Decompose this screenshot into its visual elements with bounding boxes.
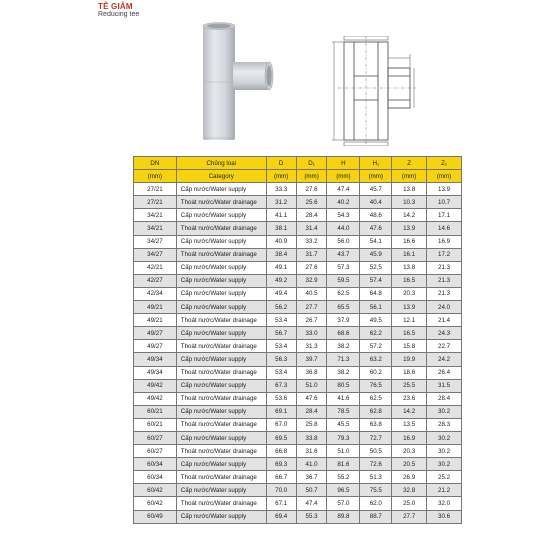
dimension-cell: 16.5 [392,327,427,340]
header-row-names [134,157,462,170]
dimension-cell: 31.3 [296,340,327,353]
table-row [134,274,462,287]
column-header: D [266,157,296,170]
table-row [134,418,462,431]
category-cell: Thoát nước/Water drainage [176,392,266,405]
dn-cell: 60/21 [134,405,177,418]
dimension-cell: 41.6 [327,392,360,405]
column-header: D₁ [296,157,327,170]
dimension-cell: 47.4 [327,183,360,196]
dimension-cell: 12.1 [392,314,427,327]
reducing-tee-photo [195,18,285,148]
dimension-cell: 72.7 [360,431,392,444]
category-cell: Cấp nước/Water supply [176,261,266,274]
column-header: Z₁ [427,157,462,170]
table-row [134,510,462,523]
category-cell: Thoát nước/Water drainage [176,314,266,327]
dimension-cell: 50.5 [360,445,392,458]
category-cell: Cấp nước/Water supply [176,327,266,340]
dimension-cell: 25.2 [427,471,462,484]
dimension-cell: 57.3 [327,261,360,274]
category-cell: Thoát nước/Water drainage [176,196,266,209]
dimension-cell: 75.5 [360,484,392,497]
dimension-cell: 71.3 [327,353,360,366]
dn-cell: 49/27 [134,340,177,353]
dimension-cell: 43.7 [327,248,360,261]
dimension-cell: 70.0 [266,484,296,497]
dimension-cell: 25.8 [296,418,327,431]
dimension-cell: 21.3 [427,287,462,300]
dimension-cell: 10.3 [392,196,427,209]
dimension-cell: 38.4 [266,248,296,261]
dimension-cell: 21.3 [427,274,462,287]
category-cell: Thoát nước/Water drainage [176,222,266,235]
dimension-cell: 38.2 [327,340,360,353]
dimension-cell: 44.0 [327,222,360,235]
dimension-cell: 40.4 [360,196,392,209]
dimension-cell: 45.5 [327,418,360,431]
dimension-cell: 25.0 [392,497,427,510]
dimension-cell: 66.8 [266,445,296,458]
table-row [134,445,462,458]
dimension-cell: 40.5 [296,287,327,300]
dimension-cell: 56.2 [266,301,296,314]
category-cell: Cấp nước/Water supply [176,301,266,314]
dn-cell: 49/34 [134,353,177,366]
table-row [134,340,462,353]
table-row [134,379,462,392]
dimension-cell: 13.9 [392,222,427,235]
dimension-cell: 13.8 [392,261,427,274]
dn-cell: 60/42 [134,484,177,497]
dimension-cell: 13.9 [392,301,427,314]
column-unit: (mm) [327,170,360,183]
dimension-cell: 21.2 [427,484,462,497]
dimension-cell: 67.0 [266,418,296,431]
dimension-cell: 45.9 [360,248,392,261]
dn-cell: 49/21 [134,301,177,314]
dimension-cell: 39.7 [296,353,327,366]
product-title: TÊ GIẢM [98,2,133,11]
header-row-units [134,170,462,183]
category-cell: Thoát nước/Water drainage [176,340,266,353]
dn-cell: 49/42 [134,379,177,392]
column-unit: (mm) [392,170,427,183]
dimension-cell: 88.7 [360,510,392,523]
dimension-cell: 55.3 [296,510,327,523]
dimension-cell: 56.7 [266,327,296,340]
dimension-cell: 49.4 [266,287,296,300]
dimension-cell: 56.3 [266,353,296,366]
dimension-cell: 49.2 [266,274,296,287]
dimension-cell: 68.6 [327,327,360,340]
category-cell: Cấp nước/Water supply [176,353,266,366]
dimension-cell: 19.9 [392,353,427,366]
dn-cell: 34/21 [134,222,177,235]
dimension-cell: 26.4 [427,366,462,379]
dimension-cell: 36.8 [296,366,327,379]
dimension-cell: 15.8 [392,340,427,353]
dimension-cell: 33.0 [296,327,327,340]
column-unit: (mm) [427,170,462,183]
dimension-cell: 64.8 [360,287,392,300]
dimension-cell: 40.2 [327,196,360,209]
category-cell: Cấp nước/Water supply [176,458,266,471]
dimension-cell: 32.0 [427,497,462,510]
table-row [134,353,462,366]
table-row [134,183,462,196]
dimension-cell: 72.6 [360,458,392,471]
dimension-cell: 37.9 [327,314,360,327]
dimension-cell: 67.3 [266,379,296,392]
dimension-cell: 32.9 [296,274,327,287]
dimension-cell: 31.7 [296,248,327,261]
dimension-cell: 16.9 [392,431,427,444]
dimension-cell: 52.5 [360,261,392,274]
dn-cell: 34/21 [134,209,177,222]
category-cell: Thoát nước/Water drainage [176,497,266,510]
dimension-cell: 55.2 [327,471,360,484]
category-cell: Thoát nước/Water drainage [176,248,266,261]
dn-cell: 60/42 [134,497,177,510]
dimension-cell: 32.8 [392,484,427,497]
dimension-cell: 13.8 [392,183,427,196]
dimension-cell: 31.6 [296,445,327,458]
dimension-cell: 17.2 [427,248,462,261]
dimension-cell: 13.9 [427,183,462,196]
dimension-cell: 47.6 [296,392,327,405]
table-row [134,261,462,274]
category-cell: Cấp nước/Water supply [176,209,266,222]
dimension-cell: 30.6 [427,510,462,523]
dimension-cell: 47.6 [360,222,392,235]
category-cell: Thoát nước/Water drainage [176,366,266,379]
dimension-cell: 16.6 [392,235,427,248]
dimension-cell: 57.0 [327,497,360,510]
dimension-cell: 30.2 [427,445,462,458]
table-row [134,314,462,327]
dimension-cell: 78.5 [327,405,360,418]
dimension-cell: 28.3 [427,418,462,431]
dimension-cell: 38.2 [327,366,360,379]
category-cell: Cấp nước/Water supply [176,235,266,248]
dimension-cell: 24.3 [427,327,462,340]
dimension-cell: 27.6 [296,261,327,274]
dimension-cell: 33.8 [296,431,327,444]
table-row [134,248,462,261]
dimension-cell: 30.2 [427,458,462,471]
dn-cell: 60/21 [134,418,177,431]
technical-drawing [324,36,420,146]
table-body [134,183,462,523]
dimension-cell: 16.1 [392,248,427,261]
table-row [134,497,462,510]
dimension-cell: 47.4 [296,497,327,510]
dimension-cell: 31.4 [296,222,327,235]
table-row [134,458,462,471]
category-cell: Cấp nước/Water supply [176,379,266,392]
dimension-cell: 69.3 [266,458,296,471]
dimension-cell: 14.6 [427,222,462,235]
dimension-cell: 54.3 [327,209,360,222]
dimension-cell: 21.3 [427,261,462,274]
dimension-cell: 53.4 [266,366,296,379]
table-row [134,484,462,497]
table-row [134,471,462,484]
dimension-cell: 62.0 [360,497,392,510]
dimension-cell: 53.4 [266,340,296,353]
dimension-cell: 10.7 [427,196,462,209]
dimension-cell: 28.4 [296,405,327,418]
dimension-cell: 63.8 [360,418,392,431]
dimension-cell: 38.1 [266,222,296,235]
dimension-cell: 65.5 [327,301,360,314]
specification-table [133,156,462,524]
dimension-cell: 33.2 [296,235,327,248]
product-subtitle: Reducing tee [98,11,140,18]
dimension-cell: 69.1 [266,405,296,418]
table-row [134,327,462,340]
category-cell: Cấp nước/Water supply [176,183,266,196]
column-header: H [327,157,360,170]
dimension-cell: 67.1 [266,497,296,510]
dimension-cell: 16.9 [427,235,462,248]
dimension-cell: 80.5 [327,379,360,392]
dimension-cell: 41.0 [296,458,327,471]
dn-cell: 27/21 [134,196,177,209]
dimension-cell: 17.1 [427,209,462,222]
column-header: Z [392,157,427,170]
dimension-cell: 21.4 [427,314,462,327]
dimension-cell: 27.7 [392,510,427,523]
dimension-cell: 49.1 [266,261,296,274]
dimension-cell: 62.2 [360,327,392,340]
column-unit: (mm) [296,170,327,183]
table-row [134,209,462,222]
dimension-cell: 24.0 [427,301,462,314]
dimension-cell: 69.4 [266,510,296,523]
dimension-cell: 27.7 [296,301,327,314]
dimension-cell: 50.7 [296,484,327,497]
column-unit: Category [176,170,266,183]
dimension-cell: 31.5 [427,379,462,392]
dimension-cell: 24.2 [427,353,462,366]
dimension-cell: 57.2 [360,340,392,353]
table-row [134,287,462,300]
dimension-cell: 49.5 [360,314,392,327]
dn-cell: 27/21 [134,183,177,196]
dimension-cell: 16.5 [392,274,427,287]
column-header: DN [134,157,177,170]
dimension-cell: 26.9 [392,471,427,484]
table-row [134,405,462,418]
dn-cell: 34/27 [134,248,177,261]
column-unit: (mm) [266,170,296,183]
dimension-cell: 51.0 [296,379,327,392]
table-row [134,235,462,248]
dimension-cell: 76.5 [360,379,392,392]
dimension-cell: 14.2 [392,209,427,222]
dimension-cell: 40.9 [266,235,296,248]
dn-cell: 60/34 [134,471,177,484]
dimension-cell: 66.7 [266,471,296,484]
dn-cell: 60/34 [134,458,177,471]
column-header: H₁ [360,157,392,170]
dimension-cell: 59.5 [327,274,360,287]
dn-cell: 60/27 [134,431,177,444]
category-cell: Thoát nước/Water drainage [176,471,266,484]
dimension-cell: 18.6 [392,366,427,379]
dimension-cell: 63.2 [360,353,392,366]
dimension-cell: 20.5 [392,458,427,471]
dn-cell: 49/27 [134,327,177,340]
category-cell: Cấp nước/Water supply [176,405,266,418]
dimension-cell: 27.6 [296,183,327,196]
dimension-cell: 22.7 [427,340,462,353]
dimension-cell: 30.2 [427,405,462,418]
category-cell: Cấp nước/Water supply [176,510,266,523]
dimension-cell: 69.5 [266,431,296,444]
dn-cell: 60/27 [134,445,177,458]
dimension-cell: 53.6 [266,392,296,405]
dimension-cell: 51.0 [327,445,360,458]
dimension-cell: 57.4 [360,274,392,287]
category-cell: Cấp nước/Water supply [176,431,266,444]
dimension-cell: 41.1 [266,209,296,222]
dimension-cell: 14.2 [392,405,427,418]
dimension-cell: 62.5 [360,392,392,405]
dimension-cell: 28.4 [296,209,327,222]
category-cell: Thoát nước/Water drainage [176,445,266,458]
table-row [134,196,462,209]
dn-cell: 49/21 [134,314,177,327]
dn-cell: 42/27 [134,274,177,287]
table-row [134,366,462,379]
dimension-cell: 23.6 [392,392,427,405]
dimension-cell: 13.5 [392,418,427,431]
dimension-cell: 33.3 [266,183,296,196]
column-header: Chủng loại [176,157,266,170]
dn-cell: 42/21 [134,261,177,274]
table-row [134,301,462,314]
dimension-cell: 45.7 [360,183,392,196]
dimension-cell: 56.0 [327,235,360,248]
dimension-cell: 20.3 [392,445,427,458]
dimension-cell: 60.2 [360,366,392,379]
category-cell: Thoát nước/Water drainage [176,418,266,431]
column-unit: (mm) [134,170,177,183]
table-row [134,392,462,405]
dn-cell: 42/34 [134,287,177,300]
dimension-cell: 62.5 [327,287,360,300]
dimension-cell: 54.1 [360,235,392,248]
dn-cell: 49/42 [134,392,177,405]
category-cell: Cấp nước/Water supply [176,287,266,300]
dimension-cell: 26.7 [296,314,327,327]
dimension-cell: 30.2 [427,431,462,444]
category-cell: Cấp nước/Water supply [176,484,266,497]
dn-cell: 34/27 [134,235,177,248]
dimension-cell: 25.6 [296,196,327,209]
dimension-cell: 20.3 [392,287,427,300]
dimension-cell: 79.3 [327,431,360,444]
dn-cell: 60/49 [134,510,177,523]
dimension-cell: 28.4 [427,392,462,405]
dimension-cell: 31.2 [266,196,296,209]
dimension-cell: 56.1 [360,301,392,314]
dimension-cell: 25.5 [392,379,427,392]
category-cell: Cấp nước/Water supply [176,274,266,287]
table-row [134,222,462,235]
dimension-cell: 48.6 [360,209,392,222]
dimension-cell: 96.5 [327,484,360,497]
table-row [134,431,462,444]
dimension-cell: 89.8 [327,510,360,523]
dimension-cell: 53.4 [266,314,296,327]
dimension-cell: 51.3 [360,471,392,484]
dimension-cell: 36.7 [296,471,327,484]
dimension-cell: 81.6 [327,458,360,471]
dimension-cell: 62.8 [360,405,392,418]
dn-cell: 49/34 [134,366,177,379]
column-unit: (mm) [360,170,392,183]
